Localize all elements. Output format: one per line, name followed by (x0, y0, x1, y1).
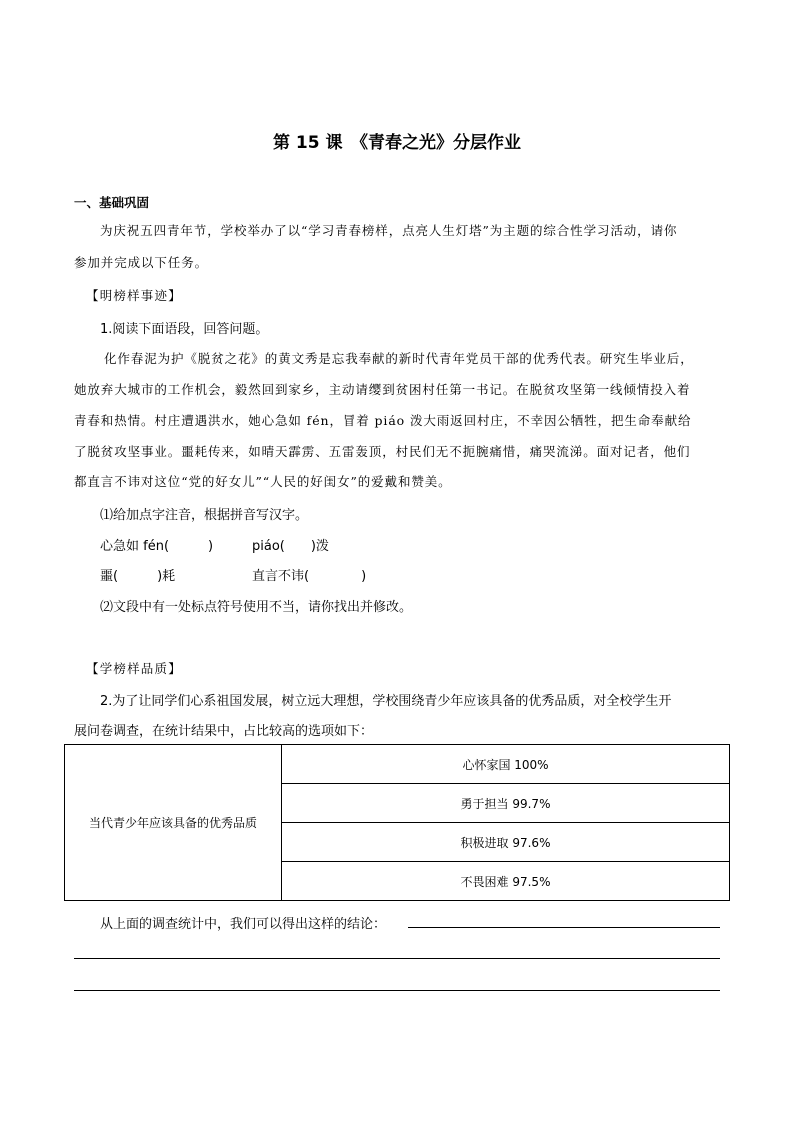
question-2-line-1: 2.为了让同学们心系祖国发展，树立远大理想，学校围绕青少年应该具备的优秀品质，对全校学生开 (100, 694, 672, 709)
question-1-part-1: ⑴给加点字注音，根据拼音写汉字。 (100, 508, 309, 523)
survey-table (64, 744, 730, 901)
fill-blank-piao: piáo( )泼 (252, 539, 329, 554)
passage-line-2: 她放弃大城市的工作机会，毅然回到家乡，主动请缨到贫困村任第一书记。在脱贫攻坚第一线倾情投入着 (74, 382, 691, 397)
conclusion-prompt: 从上面的调查统计中，我们可以得出这样的结论： (100, 917, 387, 932)
fill-blank-fen: 心急如 fén( ) (100, 539, 214, 554)
section-heading-basics: 一、基础巩固 (74, 195, 150, 210)
question-1: 1.阅读下面语段，回答问题。 (100, 322, 269, 337)
table-label-cell: 当代青少年应该具备的优秀品质 (65, 745, 282, 901)
answer-line-3[interactable] (74, 990, 720, 991)
table-cell: 积极进取 97.6% (282, 823, 730, 862)
passage-line-5: 都直言不讳对这位“党的好女儿”“人民的好闺女”的爱戴和赞美。 (74, 474, 452, 489)
passage-line-4: 了脱贫攻坚事业。噩耗传来，如晴天霹雳、五雷轰顶，村民们无不扼腕痛惜，痛哭流涕。面对记者，他们 (74, 444, 691, 459)
intro-line-2: 参加并完成以下任务。 (74, 255, 209, 270)
table-cell: 勇于担当 99.7% (282, 784, 730, 823)
intro-line-1: 为庆祝五四青年节，学校举办了以“学习青春榜样，点亮人生灯塔”为主题的综合性学习活动，请你 (100, 223, 678, 238)
subsection-heading-qualities: 【学榜样品质】 (86, 661, 182, 676)
passage-line-1: 化作春泥为护《脱贫之花》的黄文秀是忘我奉献的新时代青年党员干部的优秀代表。研究生毕业后， (104, 351, 694, 366)
table-cell: 不畏困难 97.5% (282, 862, 730, 901)
passage-line-3: 青春和热情。村庄遭遇洪水，她心急如 fén，冒着 piáo 泼大雨返回村庄，不幸因公牺牲，把生命奉献给 (74, 413, 692, 428)
question-2-line-2: 展问卷调查，在统计结果中，占比较高的选项如下： (74, 724, 374, 739)
fill-blank-e: 噩( )耗 (100, 569, 176, 584)
question-1-part-2: ⑵文段中有一处标点符号使用不当，请你找出并修改。 (100, 600, 413, 615)
table-cell: 心怀家国 100% (282, 745, 730, 784)
table-row (65, 745, 730, 784)
answer-line-1[interactable] (408, 927, 720, 928)
fill-blank-zhiyanbuhui: 直言不讳( ) (252, 569, 367, 584)
page-title: 第 15 课 《青春之光》分层作业 (273, 133, 521, 153)
subsection-heading-deeds: 【明榜样事迹】 (86, 288, 182, 303)
answer-line-2[interactable] (74, 958, 720, 959)
